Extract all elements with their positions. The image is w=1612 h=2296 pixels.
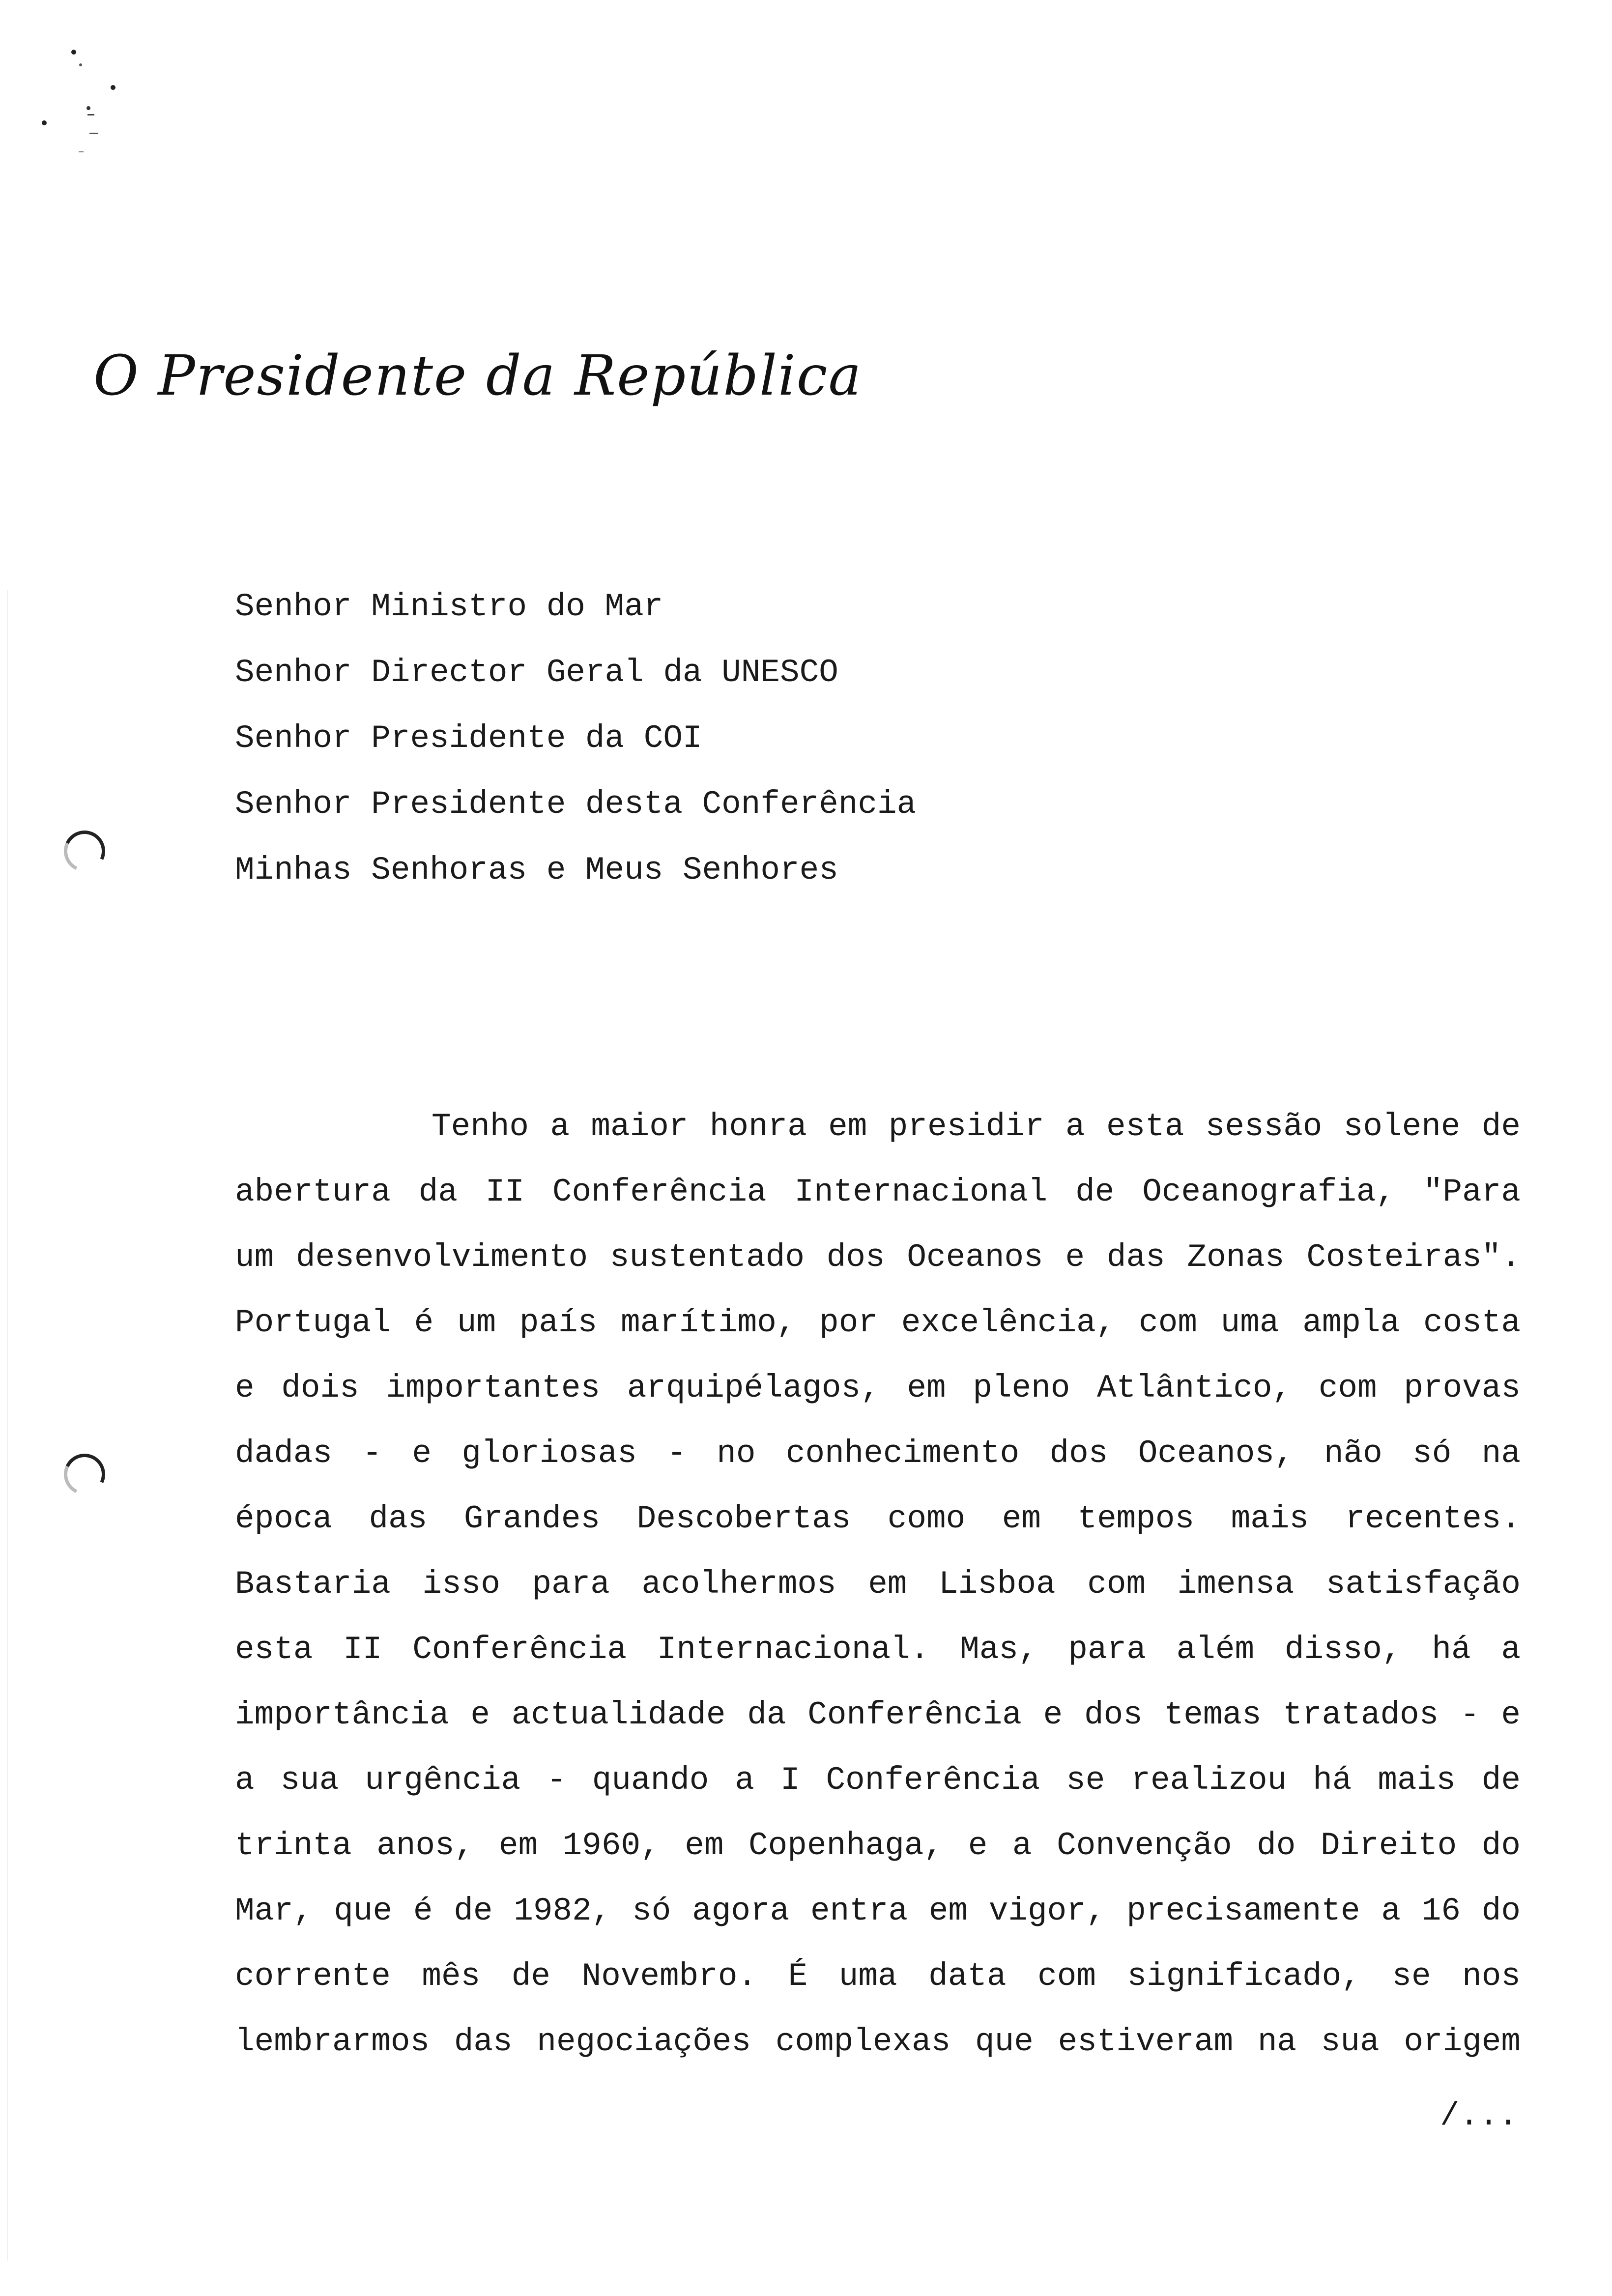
body-line: Mar, que é de 1982, só agora entra em vigor, precisamente a 16 do bbox=[235, 1893, 1521, 1929]
body-line: importância e actualidade da Conferência e dos temas tratados - e bbox=[235, 1696, 1521, 1733]
salutation-line: Senhor Ministro do Mar bbox=[235, 588, 663, 625]
salutation-line: Senhor Director Geral da UNESCO bbox=[235, 654, 838, 691]
body-line: dadas - e gloriosas - no conhecimento dos Oceanos, não só na bbox=[235, 1435, 1521, 1472]
body-line: lembrarmos das negociações complexas que estiveram na sua origem bbox=[235, 2023, 1521, 2060]
scan-specks bbox=[29, 39, 138, 187]
body-line: trinta anos, em 1960, em Copenhaga, e a Convenção do Direito do bbox=[235, 1827, 1521, 1864]
scan-margin-line bbox=[7, 590, 8, 2261]
body-line: Tenho a maior honra em presidir a esta sessão solene de bbox=[432, 1108, 1521, 1145]
body-line: época das Grandes Descobertas como em tempos mais recentes. bbox=[235, 1500, 1521, 1537]
salutation-line: Minhas Senhoras e Meus Senhores bbox=[235, 852, 838, 889]
body-line: Portugal é um país marítimo, por excelência, com uma ampla costa bbox=[235, 1304, 1521, 1341]
letterhead-title: O Presidente da República bbox=[93, 344, 863, 408]
body-line: a sua urgência - quando a I Conferência se realizou há mais de bbox=[235, 1762, 1521, 1799]
body-line: corrente mês de Novembro. É uma data com significado, se nos bbox=[235, 1958, 1521, 1995]
body-line: abertura da II Conferência Internacional de Oceanografia, "Para bbox=[235, 1174, 1521, 1210]
body-line: esta II Conferência Internacional. Mas, para além disso, há a bbox=[235, 1631, 1521, 1668]
body-line: Bastaria isso para acolhermos em Lisboa com imensa satisfação bbox=[235, 1566, 1521, 1603]
body-line: e dois importantes arquipélagos, em pleno Atlântico, com provas bbox=[235, 1370, 1521, 1406]
continuation-mark: /... bbox=[1440, 2097, 1518, 2134]
salutation-line: Senhor Presidente da COI bbox=[235, 720, 702, 757]
salutation-list bbox=[235, 574, 916, 903]
body-line: um desenvolvimento sustentado dos Oceanos e das Zonas Costeiras". bbox=[235, 1239, 1521, 1276]
punch-hole bbox=[58, 825, 111, 878]
body-paragraph bbox=[235, 1094, 1521, 2074]
salutation-line: Senhor Presidente desta Conferência bbox=[235, 786, 917, 823]
punch-hole bbox=[58, 1448, 111, 1501]
